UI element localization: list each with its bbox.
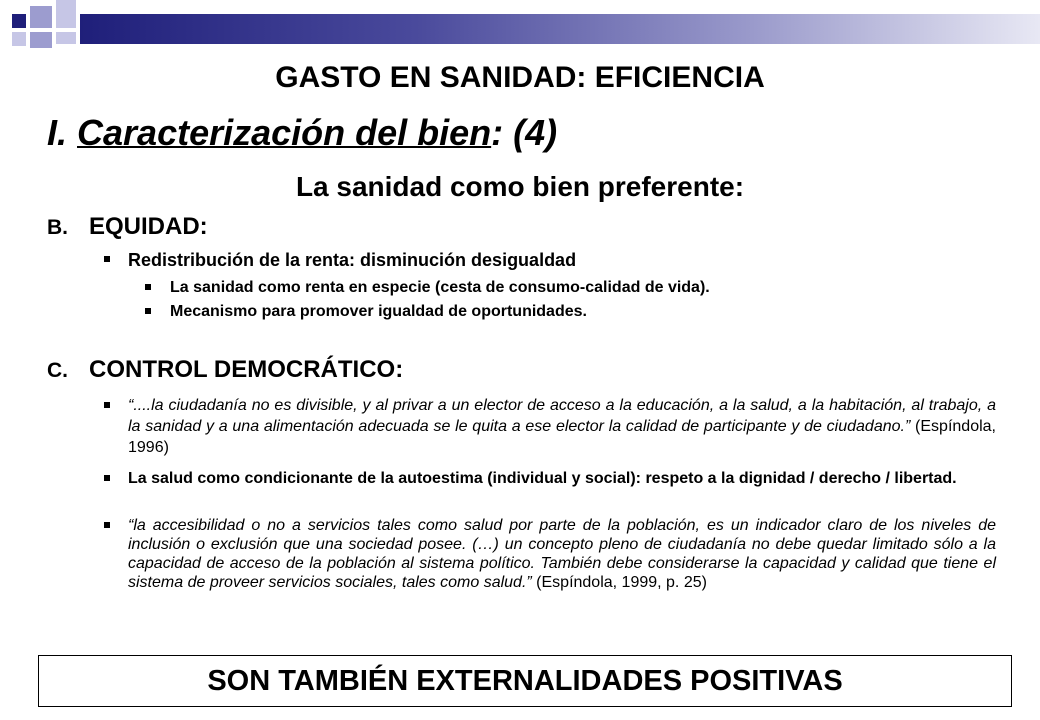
corner-square-light: [56, 0, 76, 28]
section-b-header: [47, 213, 208, 241]
bullet-square-icon: [104, 402, 110, 408]
section-c-header: [47, 356, 403, 384]
section-b-label: EQUIDAD:: [89, 213, 208, 240]
slide-title: GASTO EN SANIDAD: EFICIENCIA: [275, 61, 765, 94]
header-gradient-bar: [80, 14, 1040, 44]
subtitle-prefix: I.: [47, 112, 78, 153]
section-b-letter: B.: [47, 216, 68, 239]
corner-square-navy: [12, 14, 26, 28]
bullet-square-icon: [145, 308, 151, 314]
section-c-bullet-2: La salud como condicionante de la autoestima (individual y social): respeto a la dignidad / derecho / libertad.: [128, 470, 957, 487]
bullet-square-icon: [104, 522, 110, 528]
subtitle-suffix: : (4): [491, 112, 558, 153]
section-b-sub-bullet-2: Mecanismo para promover igualdad de oportunidades.: [170, 303, 587, 320]
externalities-callout-box: [38, 655, 1012, 707]
slide-subtitle: [47, 112, 557, 154]
corner-square-light-2: [12, 32, 26, 46]
quote-paragraph-1: [128, 395, 996, 458]
callout-text: SON TAMBIÉN EXTERNALIDADES POSITIVAS: [207, 664, 843, 697]
subtitle-underlined: Caracterización del bien: [77, 112, 492, 153]
section-b-sub-bullet-1: La sanidad como renta en especie (cesta de consumo-calidad de vida).: [170, 279, 710, 296]
bullet-square-icon: [145, 284, 151, 290]
section-c-label: CONTROL DEMOCRÁTICO:: [89, 356, 404, 383]
quote-paragraph-2: [128, 516, 996, 592]
section-b-bullet: Redistribución de la renta: disminución desigualdad: [128, 250, 577, 270]
corner-square-lavender: [30, 6, 52, 28]
quote-1-reference: (Espíndola, 1996): [128, 418, 996, 456]
section-heading: La sanidad como bien preferente:: [295, 171, 745, 202]
corner-square-lavender-2: [30, 32, 52, 48]
quote-2-text: “la accesibilidad o no a servicios tales como salud por parte de la población, es un indicador claro de los niveles de inclusión o exclusión que una sociedad posee. (…) un concepto pleno de ciudadanía no debe quedar limitado sólo a la capacidad de acceso de la población al sistema político. También debe considerarse la capacidad y calidad que tiene el sistema de proveer servicios sociales, tales como salud.”: [128, 517, 996, 591]
bullet-square-icon: [104, 475, 110, 481]
quote-2-reference: (Espíndola, 1999, p. 25): [531, 574, 707, 591]
quote-1-text: “....la ciudadanía no es divisible, y al privar a un elector de acceso a la educación, a la salud, a la habitación, al trabajo, a la sanidad y a una alimentación adecuada se le quita a ese elector la calidad de participante y de ciudadano.”: [128, 397, 996, 435]
section-c-letter: C.: [47, 359, 68, 382]
bullet-square-icon: [104, 256, 110, 262]
corner-square-light-3: [56, 32, 76, 44]
